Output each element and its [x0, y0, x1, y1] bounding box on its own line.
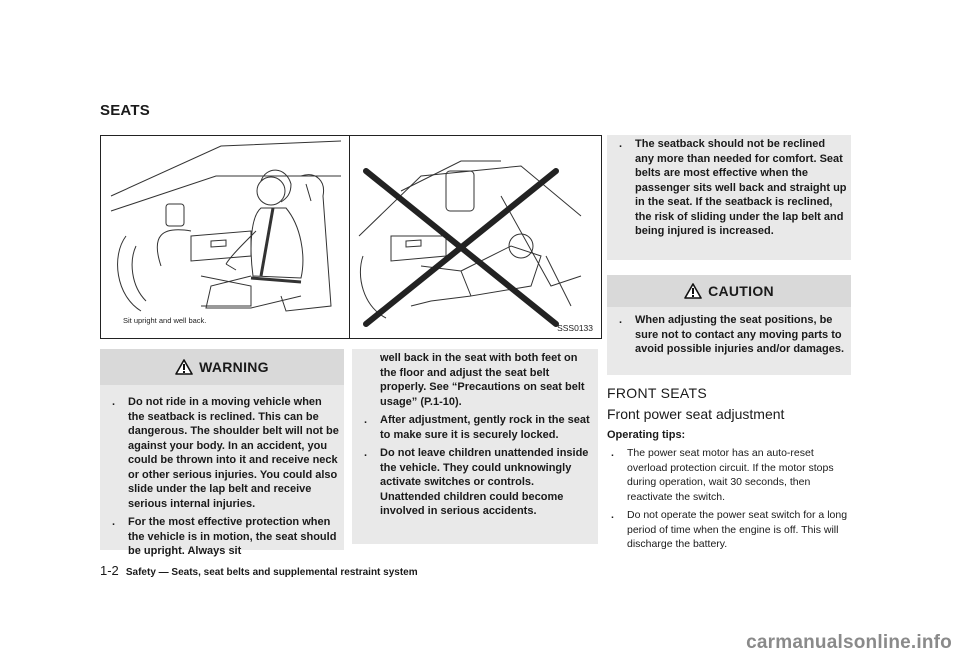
figure-caption: Sit upright and well back.	[123, 316, 207, 325]
list-item: . For the most effective protection when the vehicle is in motion, the seat should be upright. Always sit	[112, 516, 337, 557]
section-title: SEATS	[100, 102, 150, 119]
front-seats-heading: FRONT SEATS	[607, 385, 708, 401]
caution-list	[607, 313, 847, 361]
list-item: . Do not operate the power seat switch for a long period of time when the engine is off. This will discharge the battery.	[611, 509, 848, 550]
tip-text: Do not operate the power seat switch for a long period of time when the engine is off. This will discharge the battery.	[627, 509, 848, 550]
figure-divider	[349, 136, 350, 338]
warning-body-col1	[100, 385, 344, 557]
warning-list-2	[352, 351, 594, 523]
warning-body-col3	[607, 135, 851, 260]
warning-item-text: After adjustment, gently rock in the seat to make sure it is securely locked.	[380, 414, 590, 441]
warning-list-3	[607, 137, 847, 243]
warning-list-1	[100, 395, 340, 563]
list-item	[352, 351, 594, 409]
footer-section-title: Safety — Seats, seat belts and supplemental restraint system	[125, 567, 418, 578]
list-item: . When adjusting the seat positions, be sure not to contact any moving parts to avoid possible injuries and/or damages.	[619, 314, 845, 355]
warning-item-text: Do not leave children unattended inside the vehicle. They could unknowingly activate switches or controls. Unattended children could become involved in serious accidents.	[380, 447, 589, 517]
watermark: carmanualsonline.info	[746, 632, 952, 653]
warning-item-text: Do not ride in a moving vehicle when the seatback is reclined. This can be dangerous. The shoulder belt will not be against your body. In an accident, you could be thrown into it and receive neck or other serious injuries. You could also slide under the lap belt and receive serious internal injuries.	[128, 396, 339, 510]
list-item: . The power seat motor has an auto-reset overload protection circuit. If the motor stops during operation, wait 30 seconds, then reactivate the switch.	[611, 447, 834, 503]
warning-label: WARNING	[199, 359, 269, 375]
seating-illustration	[100, 135, 602, 339]
page-number: 1-2	[100, 563, 119, 578]
warning-triangle-icon	[175, 359, 193, 375]
seating-drawing	[101, 136, 601, 338]
tip-text: The power seat motor has an auto-reset overload protection circuit. If the motor stops during operation, wait 30 seconds, then reactivate the switch.	[627, 447, 834, 503]
list-item: . The seatback should not be reclined any more than needed for comfort. Seat belts are most effective when the passenger sits well back and straight up in the seat. If the seatback is reclined, the risk of sliding under the lap belt and being injured is increased.	[619, 138, 847, 237]
list-item: . After adjustment, gently rock in the seat to make sure it is securely locked.	[364, 414, 590, 441]
caution-label: CAUTION	[708, 283, 774, 299]
warning-continuation-text: well back in the seat with both feet on the floor and adjust the seat belt properly. See “Precautions on seat belt usage” (P.1-10).	[380, 352, 585, 408]
caution-body	[607, 307, 851, 375]
list-item: . Do not ride in a moving vehicle when the seatback is reclined. This can be dangerous. The shoulder belt will not be against your body. In an accident, you could be thrown into it and receive neck or other serious injuries. You could also slide under the lap belt and receive serious internal injuries.	[112, 396, 339, 510]
power-seat-subheading: Front power seat adjustment	[607, 406, 785, 422]
figure-code: SSS0133	[557, 323, 593, 333]
warning-item-text: For the most effective protection when the vehicle is in motion, the seat should be upright. Always sit	[128, 516, 337, 557]
warning-item-text: The seatback should not be reclined any more than needed for comfort. Seat belts are most effective when the passenger sits well back and straight up in the seat. If the seatback is reclined, the risk of sliding under the lap belt and being injured is increased.	[635, 138, 847, 237]
warning-body-col2	[352, 349, 598, 544]
caution-header	[607, 275, 851, 307]
caution-triangle-icon	[684, 283, 702, 299]
operating-tips-label: Operating tips:	[607, 429, 686, 441]
operating-tips-list	[607, 446, 855, 556]
page-footer	[100, 563, 418, 578]
caution-item-text: When adjusting the seat positions, be sure not to contact any moving parts to avoid possible injuries and/or damages.	[635, 314, 845, 355]
warning-header	[100, 349, 344, 385]
list-item: . Do not leave children unattended inside the vehicle. They could unknowingly activate switches or controls. Unattended children could become involved in serious accidents.	[364, 447, 589, 517]
